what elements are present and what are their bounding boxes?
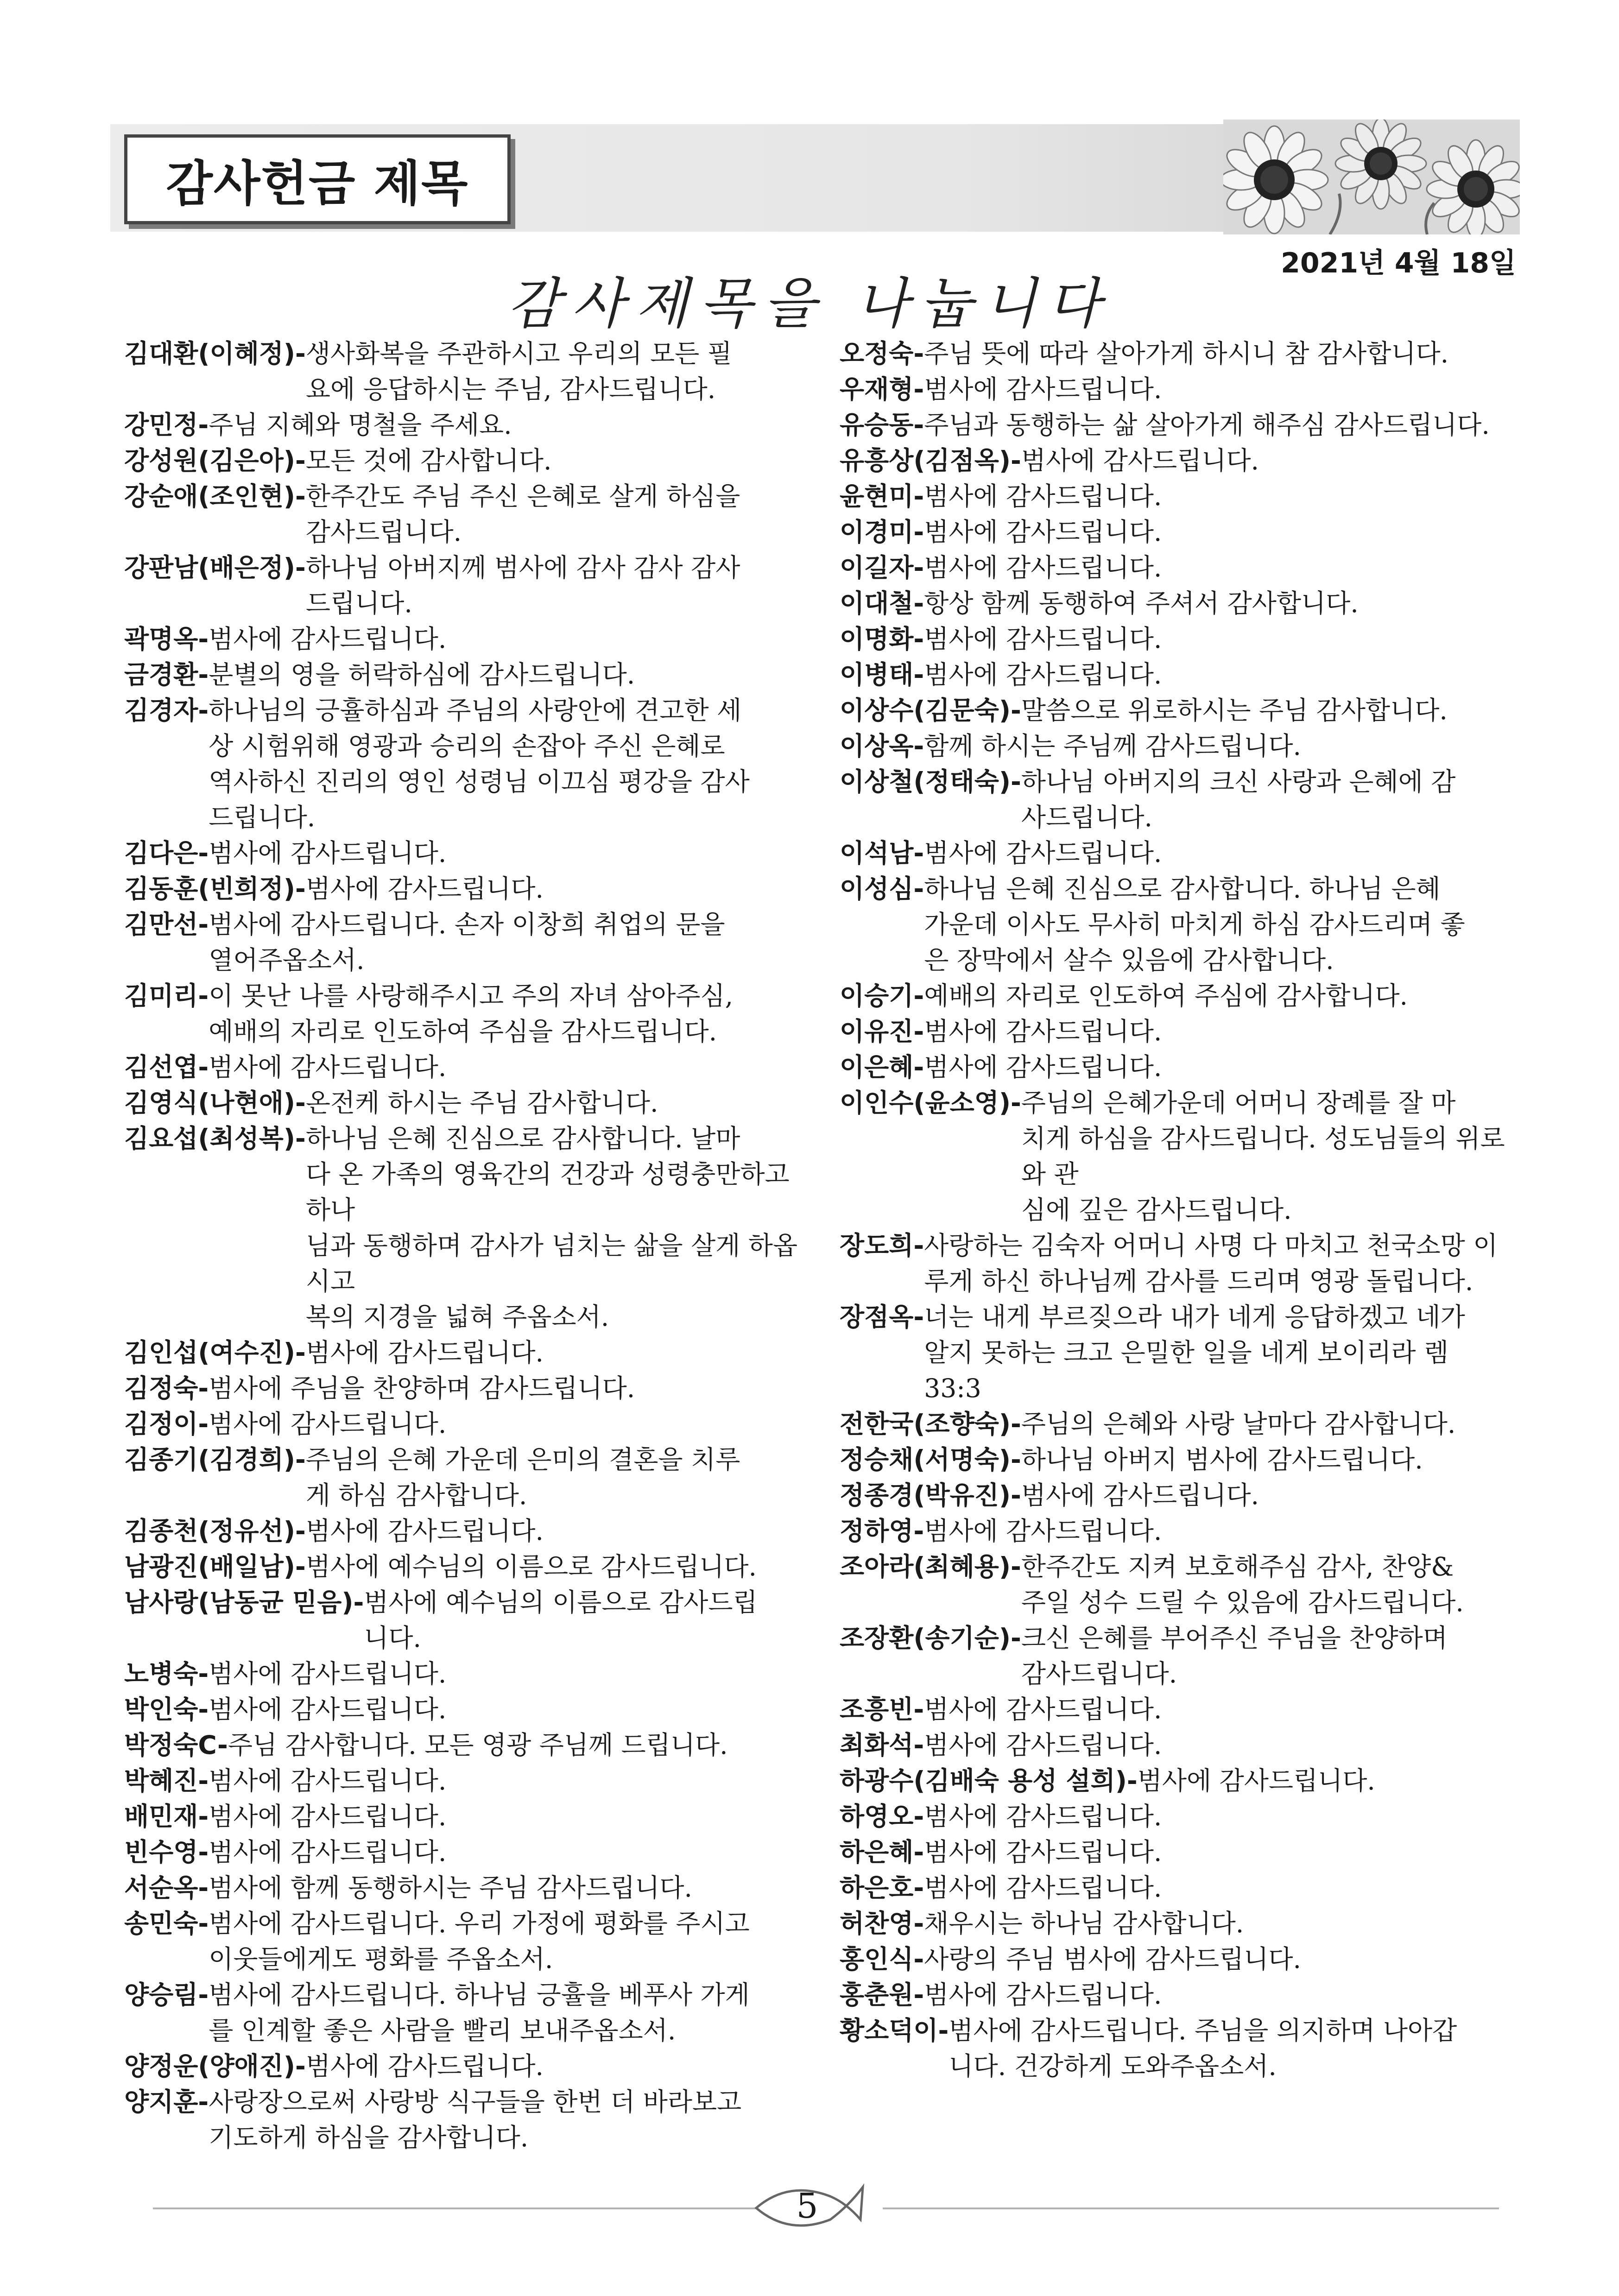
thanks-message: 사랑장으로써 사랑방 식구들을 한번 더 바라보고 기도하게 하심을 감사합니다.: [209, 2087, 742, 2152]
list-item: [124, 1977, 819, 2049]
donor-name: 김영식(나현애)-: [124, 1088, 306, 1118]
list-item: [840, 372, 1525, 407]
donor-name: 양정운(양애진)-: [124, 2051, 306, 2081]
thanks-message: 범사에 감사드립니다.: [209, 1659, 447, 1689]
thanks-message: 예배의 자리로 인도하여 주심에 감사합니다.: [924, 981, 1408, 1011]
list-item: [124, 835, 819, 871]
thanks-message: 범사에 예수님의 이름으로 감사드립 니다.: [364, 1588, 758, 1653]
list-item: [840, 1513, 1525, 1549]
list-item: [840, 835, 1525, 871]
donor-name: 유승동-: [840, 410, 924, 440]
thanks-message: 채우시는 하나님 감사합니다.: [924, 1909, 1244, 1938]
list-item: [124, 1870, 819, 1906]
footer-divider-right: [883, 2207, 1499, 2209]
thanks-message: 하나님의 긍휼하심과 주님의 사랑안에 견고한 세 상 시험위해 영광과 승리의 손잡아 주신 은혜로 역사하신 진리의 영인 성령님 이끄심 평강을 감사 드립니다.: [209, 696, 750, 832]
thanks-message: 너는 내게 부르짖으라 내가 네게 응답하겠고 네가 알지 못하는 크고 은밀한 일을 네게 보이리라 렘 33:3: [924, 1302, 1465, 1403]
list-item: [124, 1121, 819, 1335]
thanks-message: 범사에 감사드립니다.: [209, 624, 447, 654]
donor-name: 김경자-: [124, 696, 209, 725]
donor-name: 황소덕이-: [840, 2016, 949, 2045]
thanks-message: 하나님 아버지의 크신 사랑과 은혜에 감 사드립니다.: [1021, 767, 1456, 832]
thanks-message: 주님의 은혜가운데 어머니 장례를 잘 마 치게 하심을 감사드립니다. 성도님들의 위로와 관 심에 깊은 감사드립니다.: [1021, 1088, 1505, 1225]
donor-name: 이길자-: [840, 553, 924, 582]
list-item: [840, 728, 1525, 764]
donor-name: 김선엽-: [124, 1052, 209, 1082]
thanks-message: 모든 것에 감사합니다.: [305, 446, 552, 475]
donor-name: 최화석-: [840, 1730, 924, 1760]
donor-name: 유흥상(김점옥)-: [840, 446, 1021, 475]
thanks-message: 범사에 감사드립니다.: [209, 1802, 447, 1831]
thanks-message: 범사에 감사드립니다.: [924, 1730, 1162, 1760]
list-item: [124, 1371, 819, 1406]
donor-name: 김미리-: [124, 981, 209, 1011]
donor-name: 정승채(서명숙)-: [840, 1445, 1021, 1474]
donor-name: 김요섭(최성복)-: [124, 1124, 306, 1153]
donor-name: 하광수(김배숙 용성 설희)-: [840, 1766, 1138, 1796]
thanks-message: 생사화복을 주관하시고 우리의 모든 필 요에 응답하시는 주님, 감사드립니다.: [305, 339, 732, 404]
donor-name: 김만선-: [124, 910, 209, 939]
thanks-message: 범사에 감사드립니다.: [1137, 1766, 1375, 1796]
donor-name: 서순옥-: [124, 1873, 209, 1903]
thanks-message: 하나님 은혜 진심으로 감사합니다. 날마 다 온 가족의 영육간의 건강과 성령충만하고 하나 님과 동행하며 감사가 넘치는 삶을 살게 하옵시고 복의 지경을 넓혀 주옵소서.: [305, 1124, 798, 1332]
donor-name: 장점옥-: [840, 1302, 924, 1332]
donor-name: 김대환(이혜정)-: [124, 339, 306, 368]
sunflower-icon: [1223, 120, 1520, 234]
list-item: [124, 336, 819, 407]
donor-name: 강민정-: [124, 410, 209, 440]
donor-name: 이인수(윤소영)-: [840, 1088, 1021, 1118]
donor-name: 김동훈(빈희정)-: [124, 874, 306, 904]
list-item: [124, 443, 819, 479]
donor-name: 이대철-: [840, 588, 924, 618]
list-item: [124, 1692, 819, 1727]
list-item: [840, 443, 1525, 479]
list-item: [840, 764, 1525, 835]
list-item: [840, 621, 1525, 657]
donor-name: 박혜진-: [124, 1766, 209, 1796]
thanks-message: 범사에 감사드립니다. 주님을 의지하며 나아갑 니다. 건강하게 도와주옵소서.: [949, 2016, 1457, 2081]
list-item: [840, 1299, 1525, 1406]
thanks-message: 범사에 감사드립니다.: [305, 1516, 544, 1546]
thanks-message: 범사에 감사드립니다.: [924, 374, 1162, 404]
thanks-message: 범사에 감사드립니다.: [924, 1695, 1162, 1724]
donor-name: 남사랑(남동균 믿음)-: [124, 1588, 364, 1617]
list-item: [840, 514, 1525, 550]
donor-name: 박인숙-: [124, 1695, 209, 1724]
list-item: [840, 871, 1525, 978]
donor-name: 강성원(김은아)-: [124, 446, 306, 475]
donor-name: 양승림-: [124, 1980, 209, 2010]
thanks-message: 범사에 감사드립니다.: [209, 1766, 447, 1796]
list-item: [840, 550, 1525, 586]
list-item: [124, 1442, 819, 1513]
page-title: 감사헌금 제목: [124, 134, 511, 224]
donor-name: 박정숙C-: [124, 1730, 228, 1760]
list-item: [840, 1406, 1525, 1442]
thanks-message: 범사에 주님을 찬양하며 감사드립니다.: [209, 1373, 635, 1403]
list-item: [124, 1050, 819, 1085]
list-item: [124, 1727, 819, 1763]
donor-name: 윤현미-: [840, 481, 924, 511]
list-item: [840, 1085, 1525, 1228]
thanks-message: 범사에 감사드립니다.: [305, 2051, 544, 2081]
thanks-message: 범사에 감사드립니다.: [305, 874, 544, 904]
thanks-message: 범사에 감사드립니다.: [209, 1695, 447, 1724]
donor-name: 노병숙-: [124, 1659, 209, 1689]
donor-name: 이유진-: [840, 1017, 924, 1046]
section-subtitle: 감사제목을 나눕니다: [507, 272, 1112, 335]
list-item: [840, 1014, 1525, 1050]
thanks-message: 사랑하는 김숙자 어머니 사명 다 마치고 천국소망 이 루게 하신 하나님께 감사를 드리며 영광 돌립니다.: [924, 1231, 1498, 1296]
list-item: [124, 1585, 819, 1656]
thanks-message: 주님 감사합니다. 모든 영광 주님께 드립니다.: [228, 1730, 728, 1760]
thanks-message: 범사에 감사드립니다.: [924, 624, 1162, 654]
thanks-message: 하나님 아버지께 범사에 감사 감사 감사 드립니다.: [305, 553, 740, 618]
donor-name: 이승기-: [840, 981, 924, 1011]
list-item: [840, 407, 1525, 443]
donor-name: 전한국(조향숙)-: [840, 1409, 1021, 1439]
list-item: [124, 657, 819, 693]
thanks-message: 범사에 함께 동행하시는 주님 감사드립니다.: [209, 1873, 692, 1903]
list-item: [124, 1763, 819, 1799]
list-item: [840, 1763, 1525, 1799]
list-item: [840, 336, 1525, 372]
thanks-message: 주님의 은혜와 사랑 날마다 감사합니다.: [1021, 1409, 1456, 1439]
list-item: [840, 586, 1525, 621]
donor-name: 강판남(배은정)-: [124, 553, 306, 582]
thanks-message: 범사에 감사드립니다.: [209, 1837, 447, 1867]
list-item: [124, 1656, 819, 1692]
thanks-message: 범사에 예수님의 이름으로 감사드립니다.: [305, 1552, 757, 1581]
donor-name: 홍인식-: [840, 1944, 924, 1974]
list-item: [840, 1620, 1525, 1692]
list-item: [840, 1727, 1525, 1763]
list-item: [124, 479, 819, 550]
donor-name: 양지훈-: [124, 2087, 209, 2117]
bulletin-date: 2021년 4월 18일: [1281, 247, 1516, 279]
donor-name: 조장환(송기순)-: [840, 1623, 1021, 1653]
list-item: [124, 621, 819, 657]
donor-name: 장도희-: [840, 1231, 924, 1260]
list-item: [124, 407, 819, 443]
list-item: [840, 1799, 1525, 1834]
donor-name: 하은혜-: [840, 1837, 924, 1867]
list-item: [840, 1549, 1525, 1620]
donor-name: 강순애(조인현)-: [124, 481, 306, 511]
list-item: [124, 1085, 819, 1121]
donor-name: 금경환-: [124, 660, 209, 689]
thanks-message: 분별의 영을 허락하심에 감사드립니다.: [209, 660, 635, 689]
donor-name: 허찬영-: [840, 1909, 924, 1938]
donor-name: 이상철(정태숙)-: [840, 767, 1021, 797]
thanks-message: 범사에 감사드립니다. 우리 가정에 평화를 주시고 이웃들에게도 평화를 주옵소서.: [209, 1909, 750, 1974]
donor-name: 김종천(정유선)-: [124, 1516, 306, 1546]
donor-name: 하영오-: [840, 1802, 924, 1831]
donor-name: 이은혜-: [840, 1052, 924, 1082]
thanks-message: 사랑의 주님 범사에 감사드립니다.: [924, 1944, 1301, 1974]
thanks-message: 한주간도 지켜 보호해주심 감사, 찬양& 주일 성수 드릴 수 있음에 감사드립니다.: [1021, 1552, 1464, 1617]
list-item: [840, 1977, 1525, 2013]
list-item: [840, 2013, 1525, 2084]
thanks-message: 하나님 아버지 범사에 감사드립니다.: [1021, 1445, 1423, 1474]
donor-name: 정종경(박유진)-: [840, 1480, 1021, 1510]
list-item: [840, 1692, 1525, 1727]
thanks-message: 범사에 감사드립니다.: [924, 1802, 1162, 1831]
donor-name: 하은호-: [840, 1873, 924, 1903]
list-item: [840, 657, 1525, 693]
donor-name: 빈수영-: [124, 1837, 209, 1867]
thanks-message: 범사에 감사드립니다.: [924, 838, 1162, 868]
list-item: [124, 1906, 819, 1977]
donor-name: 오정숙-: [840, 339, 924, 368]
donor-name: 이경미-: [840, 517, 924, 547]
donor-name: 이상옥-: [840, 731, 924, 761]
thanks-message: 주님의 은혜 가운데 은미의 결혼을 치루 게 하심 감사합니다.: [305, 1445, 740, 1510]
thanks-message: 범사에 감사드립니다.: [305, 1338, 544, 1367]
list-item: [840, 1050, 1525, 1085]
list-item: [124, 550, 819, 621]
thanks-message: 범사에 감사드립니다.: [924, 553, 1162, 582]
donor-name: 이병태-: [840, 660, 924, 689]
page-number: 5: [796, 2186, 818, 2226]
right-column: [840, 336, 1525, 2084]
thanks-message: 한주간도 주님 주신 은혜로 살게 하심을 감사드립니다.: [305, 481, 740, 547]
donor-name: 이명화-: [840, 624, 924, 654]
thanks-message: 범사에 감사드립니다.: [209, 838, 447, 868]
donor-name: 조흥빈-: [840, 1695, 924, 1724]
donor-name: 조아라(최혜용)-: [840, 1552, 1021, 1581]
thanks-message: 이 못난 나를 사랑해주시고 주의 자녀 삼아주심, 예배의 자리로 인도하여 주심을 감사드립니다.: [209, 981, 734, 1046]
donor-name: 남광진(배일남)-: [124, 1552, 306, 1581]
donor-name: 김정숙-: [124, 1373, 209, 1403]
list-item: [124, 1335, 819, 1371]
thanks-message: 범사에 감사드립니다.: [924, 481, 1162, 511]
thanks-message: 하나님 은혜 진심으로 감사합니다. 하나님 은혜 가운데 이사도 무사히 마치게 하심 감사드리며 좋 은 장막에서 살수 있음에 감사합니다.: [924, 874, 1465, 975]
list-item: [124, 907, 819, 978]
thanks-message: 범사에 감사드립니다.: [209, 1052, 447, 1082]
thanks-message: 범사에 감사드립니다.: [924, 1980, 1162, 2010]
list-item: [124, 1406, 819, 1442]
thanks-message: 말씀으로 위로하시는 주님 감사합니다.: [1021, 696, 1448, 725]
donor-name: 김종기(김경희)-: [124, 1445, 306, 1474]
thanks-message: 범사에 감사드립니다.: [1021, 1480, 1259, 1510]
thanks-message: 범사에 감사드립니다.: [924, 1837, 1162, 1867]
thanks-message: 범사에 감사드립니다.: [209, 1409, 447, 1439]
donor-name: 홍춘원-: [840, 1980, 924, 2010]
list-item: [840, 978, 1525, 1014]
donor-name: 배민재-: [124, 1802, 209, 1831]
donor-name: 이성심-: [840, 874, 924, 904]
list-item: [840, 1834, 1525, 1870]
donor-name: 곽명옥-: [124, 624, 209, 654]
list-item: [840, 693, 1525, 728]
thanks-message: 범사에 감사드립니다.: [924, 1052, 1162, 1082]
list-item: [124, 1834, 819, 1870]
list-item: [124, 1549, 819, 1585]
thanks-message: 범사에 감사드립니다.: [924, 660, 1162, 689]
list-item: [124, 1513, 819, 1549]
thanks-message: 크신 은혜를 부어주신 주님을 찬양하며 감사드립니다.: [1021, 1623, 1448, 1689]
donor-name: 이상수(김문숙)-: [840, 696, 1021, 725]
thanks-message: 주님과 동행하는 삶 살아가게 해주심 감사드립니다.: [924, 410, 1490, 440]
thanks-message: 범사에 감사드립니다. 손자 이창희 취업의 문을 열어주옵소서.: [209, 910, 725, 975]
list-item: [840, 479, 1525, 514]
list-item: [124, 693, 819, 835]
thanks-message: 주님 뜻에 따라 살아가게 하시니 참 감사합니다.: [924, 339, 1449, 368]
footer-divider-left: [153, 2207, 769, 2209]
donor-name: 이석남-: [840, 838, 924, 868]
list-item: [840, 1870, 1525, 1906]
thanks-message: 항상 함께 동행하여 주셔서 감사합니다.: [924, 588, 1359, 618]
donor-name: 김다은-: [124, 838, 209, 868]
list-item: [124, 978, 819, 1050]
donor-name: 김인섭(여수진)-: [124, 1338, 306, 1367]
list-item: [840, 1906, 1525, 1942]
thanks-message: 범사에 감사드립니다.: [1021, 446, 1259, 475]
list-item: [124, 871, 819, 907]
thanks-message: 범사에 감사드립니다.: [924, 1516, 1162, 1546]
left-column: [124, 336, 819, 2156]
thanks-message: 주님 지혜와 명철을 주세요.: [209, 410, 512, 440]
donor-name: 송민숙-: [124, 1909, 209, 1938]
donor-name: 정하영-: [840, 1516, 924, 1546]
list-item: [840, 1228, 1525, 1299]
thanks-message: 함께 하시는 주님께 감사드립니다.: [924, 731, 1301, 761]
thanks-message: 범사에 감사드립니다. 하나님 긍휼을 베푸사 가게 를 인계할 좋은 사람을 빨리 보내주옵소서.: [209, 1980, 750, 2045]
list-item: [124, 1799, 819, 1834]
list-item: [124, 2084, 819, 2156]
thanks-message: 범사에 감사드립니다.: [924, 517, 1162, 547]
list-item: [840, 1478, 1525, 1513]
list-item: [840, 1442, 1525, 1478]
thanks-message: 온전케 하시는 주님 감사합니다.: [305, 1088, 658, 1118]
thanks-message: 범사에 감사드립니다.: [924, 1873, 1162, 1903]
list-item: [840, 1942, 1525, 1977]
thanks-message: 범사에 감사드립니다.: [924, 1017, 1162, 1046]
donor-name: 김정이-: [124, 1409, 209, 1439]
donor-name: 우재형-: [840, 374, 924, 404]
list-item: [124, 2049, 819, 2084]
